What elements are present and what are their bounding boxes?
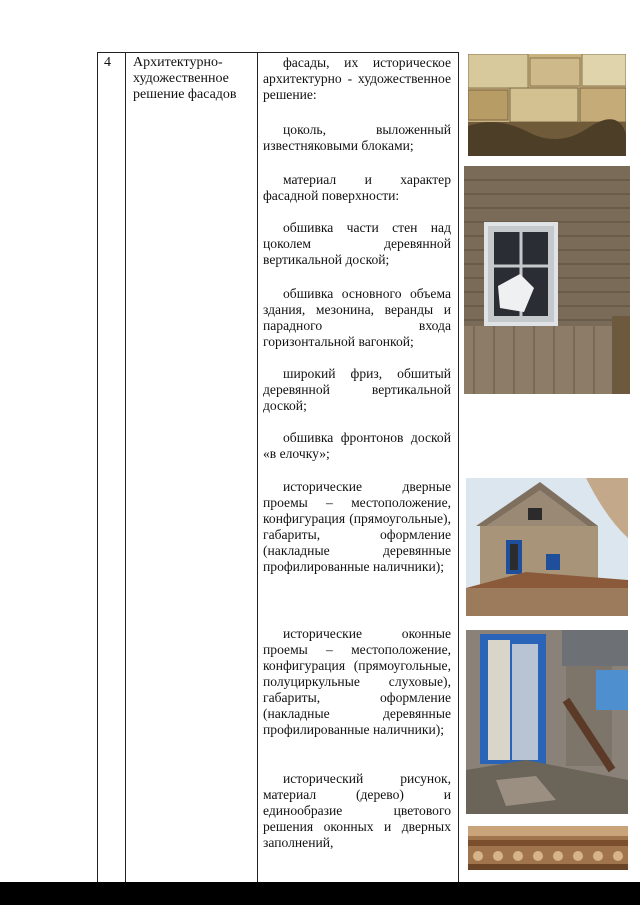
photo-house-gable	[466, 478, 628, 616]
table-border-left	[97, 52, 98, 882]
item-horizontal-siding: обшивка основного объема здания, мезонина, веранды и парадного входа горизонтальной вагонкой;	[263, 286, 451, 349]
item-vertical-boards: обшивка части стен над цоколем деревянной вертикальной доской;	[263, 220, 451, 267]
item-door-openings: исторические дверные проемы – местоположение, конфигурация (прямоугольные), габариты, оформление (накладные деревянные профилированные наличники);	[263, 479, 451, 574]
item-frieze: широкий фриз, обшитый деревянной вертикальной доской;	[263, 366, 451, 413]
table-border-col2	[257, 52, 258, 882]
photo-frieze	[468, 826, 628, 870]
photo-window-wall	[464, 166, 630, 394]
item-material: материал и характер фасадной поверхности:	[263, 172, 451, 203]
table-border-col1	[125, 52, 126, 882]
scan-bottom-edge	[0, 882, 640, 905]
row-number: 4	[104, 55, 111, 70]
row-name: Архитектурно-художественное решение фасадов	[133, 55, 237, 102]
item-facades: фасады, их историческое архитектурно - художественное решение:	[263, 55, 451, 102]
photo-plinth	[468, 54, 626, 156]
item-window-fillings: исторический рисунок, материал (дерево) и единообразие цветового решения оконных и дверных заполнений,	[263, 771, 451, 850]
table-border-col3	[458, 52, 459, 882]
item-window-openings: исторические оконные проемы – местоположение, конфигурация (прямоугольные, полуциркульные слуховые), габариты, оформление (накладные деревянные профилированные наличники);	[263, 626, 451, 737]
table-border-top	[97, 52, 459, 53]
item-pediments: обшивка фронтонов доской «в елочку»;	[263, 430, 451, 461]
item-plinth: цоколь, выложенный известняковыми блоками;	[263, 122, 451, 153]
photo-door	[466, 630, 628, 814]
